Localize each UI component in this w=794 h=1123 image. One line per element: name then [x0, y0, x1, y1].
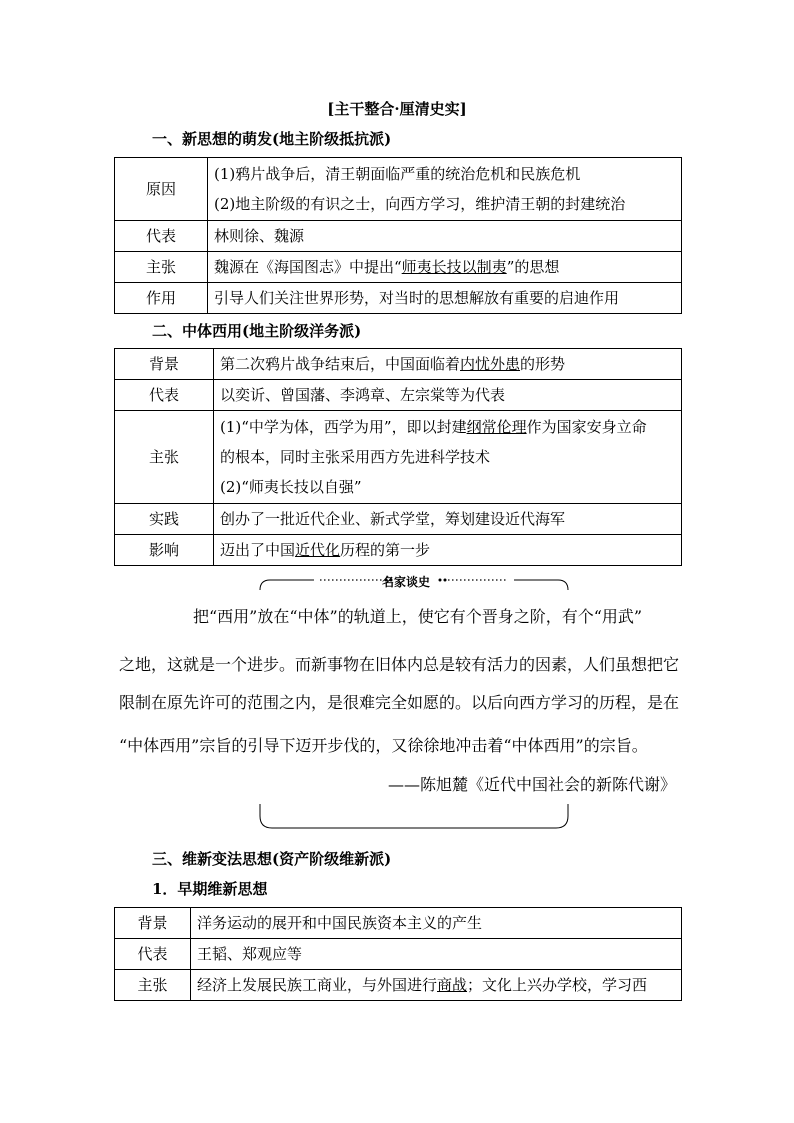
text: ；文化上兴办学校，学习西: [467, 976, 648, 994]
underlined-text: 纲常伦理: [466, 418, 527, 436]
row-value: [191, 970, 682, 1001]
text: 历程的第一步: [340, 541, 431, 559]
text: 第二次鸦片战争结束后，中国面临着: [220, 355, 461, 373]
row-key: 主张: [115, 411, 214, 504]
row-value: [214, 411, 682, 504]
underlined-text: 内忧外患: [460, 355, 521, 373]
table-section-2: [114, 348, 682, 566]
row-value: 引导人们关注世界形势，对当时的思想解放有重要的启迪作用: [208, 283, 682, 314]
table-row: [115, 411, 682, 504]
underlined-text: 商战: [437, 976, 468, 994]
row-value: [214, 349, 682, 380]
text: 魏源在《海国图志》中提出“: [214, 258, 402, 276]
table-row: [115, 970, 682, 1001]
table-row: [115, 221, 682, 252]
row-key: 背景: [115, 908, 191, 939]
table-row: [115, 283, 682, 314]
underlined-text: 师夷长技以制夷: [401, 258, 507, 276]
row-key: 实践: [115, 504, 214, 535]
row-value: [208, 252, 682, 283]
row-value: 创办了一批近代企业、新式学堂，筹划建设近代海军: [214, 504, 682, 535]
row-key: 背景: [115, 349, 214, 380]
table-section-3: [114, 907, 682, 1001]
text: 经济上发展民族工商业，与外国进行: [197, 976, 438, 994]
table-row: [115, 939, 682, 970]
section-heading-1: 一、新思想的萌发(地主阶级抵抗派): [152, 130, 392, 148]
quote-source: ——陈旭麓《近代中国社会的新陈代谢》: [388, 775, 677, 794]
line: 的根本，同时主张采用西方先进科学技术: [220, 448, 491, 466]
row-key: 代表: [115, 939, 191, 970]
line: [220, 412, 675, 442]
line: (2)“师夷长技以自强”: [220, 478, 362, 496]
table-row: [115, 252, 682, 283]
text: 作为国家安身立命: [526, 418, 647, 436]
row-value: [214, 535, 682, 566]
row-value: 林则徐、魏源: [208, 221, 682, 252]
section-heading-3: 三、维新变法思想(资产阶级维新派): [152, 850, 392, 868]
table-row: [115, 380, 682, 411]
quote-label: 名家谈史: [381, 575, 430, 589]
table-section-1: [114, 157, 682, 314]
line: (1)鸦片战争后，清王朝面临严重的统治危机和民族危机: [214, 165, 581, 183]
row-value: [208, 158, 682, 221]
underlined-text: 近代化: [295, 541, 341, 559]
row-key: 作用: [115, 283, 208, 314]
row-key: 主张: [115, 252, 208, 283]
line: (2)地主阶级的有识之士，向西方学习，维护清王朝的封建统治: [214, 195, 626, 213]
quote-line: 之地，这就是一个进步。而新事物在旧体内总是较有活力的因素，人们虽想把它: [119, 655, 680, 674]
subsection-heading: 1．早期维新思想: [152, 880, 268, 898]
table-row: [115, 349, 682, 380]
row-value: 洋务运动的展开和中国民族资本主义的产生: [191, 908, 682, 939]
row-key: 主张: [115, 970, 191, 1001]
quote-line: 限制在原先许可的范围之内，是很难完全如愿的。以后向西方学习的历程，是在: [119, 693, 680, 712]
quote-line: “中体西用”宗旨的引导下迈开步伐的，又徐徐地冲击着“中体西用”的宗旨。: [119, 736, 648, 755]
row-key: 原因: [115, 158, 208, 221]
row-key: 代表: [115, 380, 214, 411]
text: 的形势: [520, 355, 566, 373]
row-value: 王韬、郑观应等: [191, 939, 682, 970]
row-key: 影响: [115, 535, 214, 566]
row-key: 代表: [115, 221, 208, 252]
table-row: [115, 504, 682, 535]
text: ”的思想: [506, 258, 560, 276]
row-value: 以奕䜣、曾国藩、李鸿章、左宗棠等为代表: [214, 380, 682, 411]
page-title: [主干整合·厘清史实]: [327, 100, 467, 118]
section-heading-2: 二、中体西用(地主阶级洋务派): [152, 322, 362, 340]
table-row: [115, 908, 682, 939]
table-row: [115, 158, 682, 221]
table-row: [115, 535, 682, 566]
text: (1)“中学为体，西学为用”，即以封建: [220, 418, 467, 436]
text: 迈出了中国: [220, 541, 296, 559]
quote-line: 把“西用”放在“中体”的轨道上，使它有个晋身之阶，有个“用武”: [193, 607, 643, 626]
